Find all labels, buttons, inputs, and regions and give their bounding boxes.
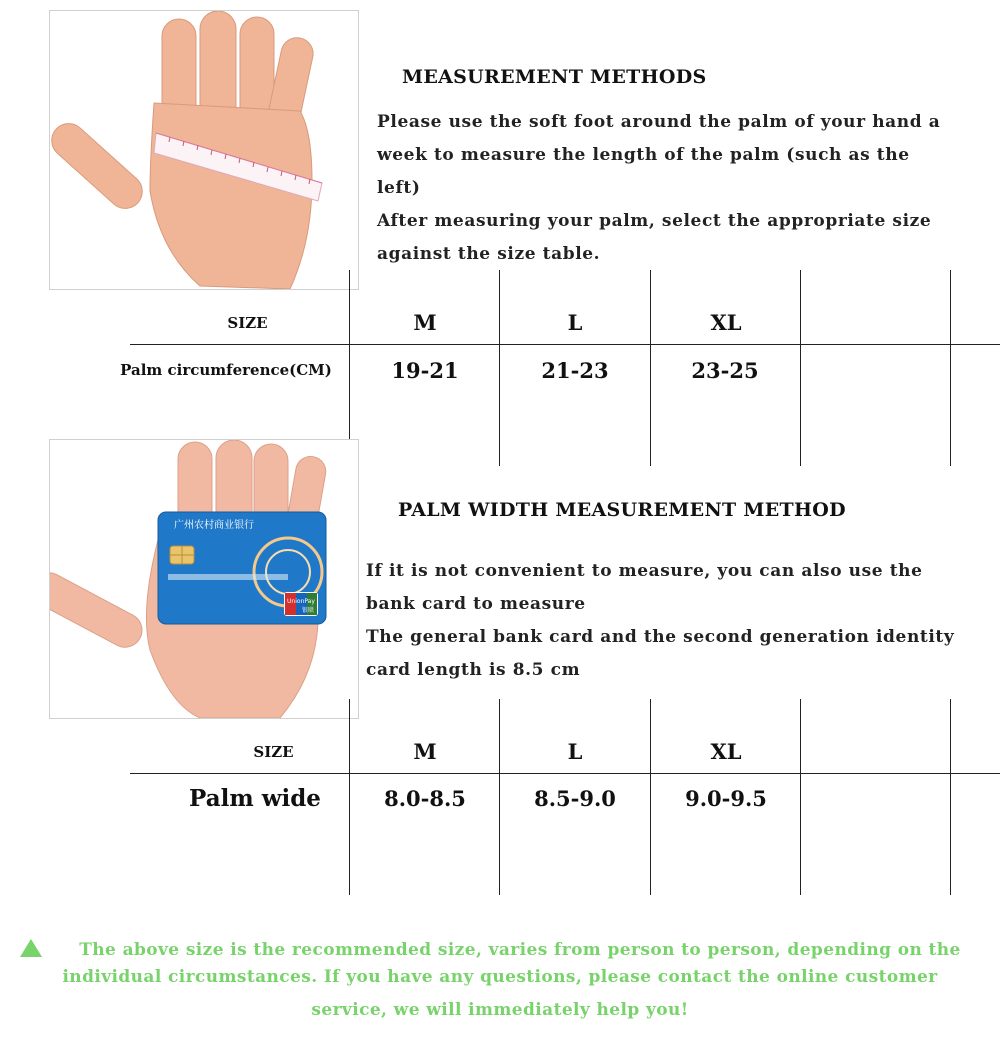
unionpay-cn-text: 银联 bbox=[302, 607, 315, 614]
note-line-3: service, we will immediately help you! bbox=[311, 1000, 689, 1020]
instruction-line: left) bbox=[377, 178, 421, 198]
measurement-methods-heading: MEASUREMENT METHODS bbox=[402, 66, 707, 88]
hand-card-photo bbox=[49, 439, 359, 719]
hand-card-illustration bbox=[50, 440, 358, 718]
table-divider bbox=[499, 699, 500, 895]
palm-width-instructions bbox=[366, 555, 954, 687]
table-divider bbox=[349, 699, 350, 895]
instruction-line: card length is 8.5 cm bbox=[366, 660, 581, 680]
measurement-instructions bbox=[377, 106, 940, 271]
circumference-m-value: 19-21 bbox=[391, 358, 459, 383]
table-header-rule bbox=[130, 344, 1000, 345]
table-header-rule bbox=[130, 773, 1000, 774]
table-divider bbox=[650, 699, 651, 895]
instruction-line: bank card to measure bbox=[366, 594, 586, 614]
instruction-line: Please use the soft foot around the palm of your hand a bbox=[377, 112, 941, 132]
size-m-header: M bbox=[413, 739, 437, 764]
palm-circumference-label: Palm circumference(CM) bbox=[120, 361, 332, 379]
palm-width-heading: PALM WIDTH MEASUREMENT METHOD bbox=[398, 499, 846, 521]
palm-wide-xl-value: 9.0-9.5 bbox=[685, 786, 767, 811]
circumference-l-value: 21-23 bbox=[541, 358, 609, 383]
size-l-header: L bbox=[567, 739, 583, 764]
table-divider bbox=[800, 270, 801, 466]
size-xl-header: XL bbox=[710, 739, 742, 764]
circumference-xl-value: 23-25 bbox=[691, 358, 759, 383]
instruction-line: After measuring your palm, select the appropriate size bbox=[377, 211, 932, 231]
size-l-header: L bbox=[567, 310, 583, 335]
hand-tape-photo bbox=[49, 10, 359, 290]
note-line-2: individual circumstances. If you have any questions, please contact the online customer bbox=[62, 967, 938, 987]
table-divider bbox=[950, 699, 951, 895]
table-divider bbox=[349, 270, 350, 466]
table-divider bbox=[950, 270, 951, 466]
palm-wide-l-value: 8.5-9.0 bbox=[534, 786, 616, 811]
size-m-header: M bbox=[413, 310, 437, 335]
instruction-line: The general bank card and the second generation identity bbox=[366, 627, 955, 647]
instruction-line: If it is not convenient to measure, you can also use the bbox=[366, 561, 923, 581]
note-line-1: The above size is the recommended size, varies from person to person, depending on the bbox=[79, 940, 961, 960]
unionpay-logo-text: UnionPay bbox=[287, 598, 315, 605]
size-header-label: SIZE bbox=[227, 314, 268, 332]
palm-wide-label: Palm wide bbox=[189, 785, 321, 812]
table-divider bbox=[499, 270, 500, 466]
table-divider bbox=[800, 699, 801, 895]
hand-tape-illustration bbox=[50, 11, 358, 289]
bank-name-text: 广州农村商业银行 bbox=[174, 520, 254, 531]
size-header-label: SIZE bbox=[253, 743, 294, 761]
size-xl-header: XL bbox=[710, 310, 742, 335]
bank-card bbox=[158, 512, 326, 624]
palm-wide-m-value: 8.0-8.5 bbox=[384, 786, 466, 811]
instruction-line: against the size table. bbox=[377, 244, 601, 264]
instruction-line: week to measure the length of the palm (such as the bbox=[377, 145, 910, 165]
table-divider bbox=[650, 270, 651, 466]
